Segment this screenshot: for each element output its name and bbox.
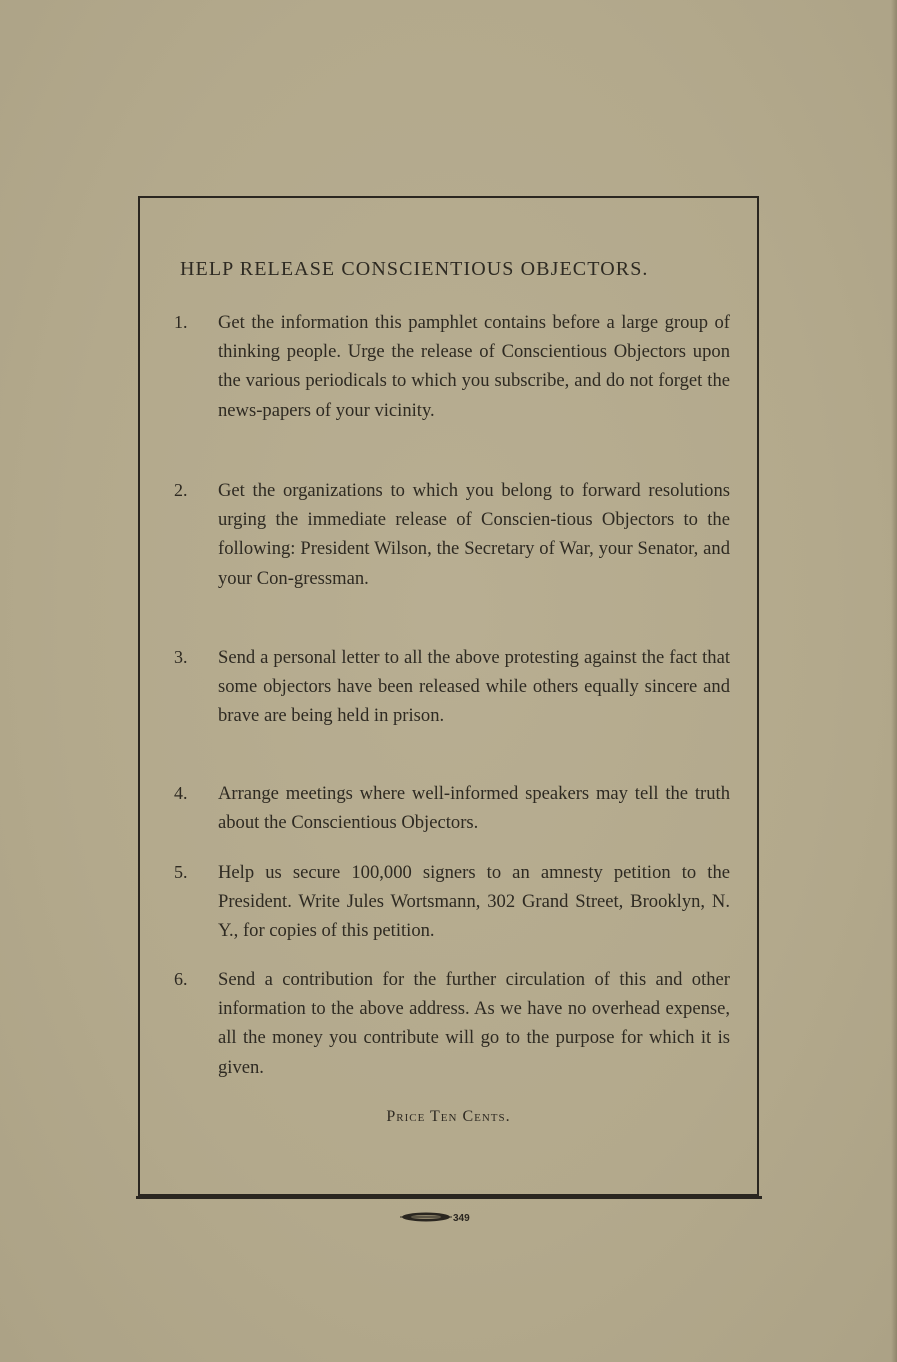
list-item-text: Send a personal letter to all the above protesting against the fact that some objectors have been released while others equally sincere and brave are being held in prison. (218, 647, 730, 727)
list-item-number: 2. (174, 480, 188, 500)
list-item-text: Help us secure 100,000 signers to an amnesty petition to the President. Write Jules Wortsmann, 302 Grand Street, Brooklyn, N. Y., for copies of this petition. (218, 862, 730, 942)
list-item-number: 3. (174, 647, 188, 667)
list-item-number: 5. (174, 862, 188, 882)
union-label-icon (398, 1210, 488, 1224)
price-line: Price Ten Cents. (386, 1108, 511, 1125)
list-item-text: Arrange meetings where well-informed speakers may tell the truth about the Conscientious Objectors. (218, 783, 730, 834)
list-item-text: Get the information this pamphlet contains before a large group of thinking people. Urge the release of Conscientious Objectors upon the various periodicals to which you subscribe, and do not forget the news-papers of your vicinity. (218, 312, 730, 421)
list-item-number: 4. (174, 783, 188, 803)
list-item-text: Get the organizations to which you belong to forward resolutions urging the immediate release of Conscien-tious Objectors to the following: President Wilson, the Secretary of War, your Senator, and your Con-gressman. (218, 480, 730, 589)
page-edge-shadow (891, 0, 897, 1362)
page-title: HELP RELEASE CONSCIENTIOUS OBJECTORS. (180, 258, 649, 280)
list-item-number: 1. (174, 312, 188, 332)
list-item-text: Send a contribution for the further circulation of this and other information to the above address. As we have no overhead expense, all the money you contribute will go to the purpose for which it is given. (218, 969, 730, 1078)
list-item-number: 6. (174, 969, 188, 989)
frame-bottom-rule (136, 1196, 762, 1199)
bordered-text-box (138, 196, 759, 1196)
printer-mark-number: 349 (453, 1213, 470, 1224)
